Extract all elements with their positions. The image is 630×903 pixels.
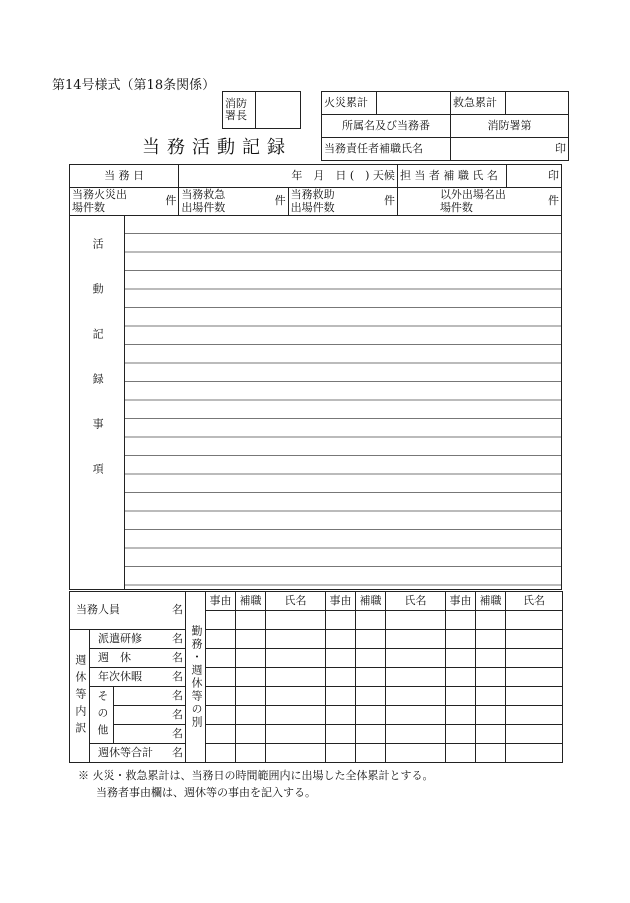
rest-total bbox=[90, 744, 186, 763]
rest-label-cell bbox=[70, 630, 90, 763]
staff-cell[interactable] bbox=[476, 668, 506, 687]
staff-cell[interactable] bbox=[206, 668, 236, 687]
rescue-total-field[interactable] bbox=[506, 92, 569, 115]
rest-item-dispatch-unit: 名 bbox=[172, 631, 184, 645]
fire-total-field[interactable] bbox=[377, 92, 451, 115]
chief-stamp-area[interactable] bbox=[256, 92, 301, 129]
staff-cell[interactable] bbox=[386, 744, 446, 763]
rest-item-weekly-unit: 名 bbox=[172, 650, 184, 664]
staff-cell[interactable] bbox=[476, 630, 506, 649]
staff-cell[interactable] bbox=[356, 630, 386, 649]
staff-cell[interactable] bbox=[476, 687, 506, 706]
staff-cell[interactable] bbox=[326, 630, 356, 649]
rest-item-annual-label: 年次休暇 bbox=[98, 669, 142, 683]
staff-cell[interactable] bbox=[506, 668, 563, 687]
staff-table bbox=[69, 591, 563, 763]
rescue-count-text: 当務救急出場件数 bbox=[181, 188, 226, 214]
staff-cell[interactable] bbox=[266, 649, 326, 668]
staff-cell[interactable] bbox=[206, 725, 236, 744]
staff-cell[interactable] bbox=[266, 668, 326, 687]
duty-staff-unit: 名 bbox=[172, 603, 184, 617]
duty-date-field[interactable]: 年 月 日 ( ) 天候 bbox=[179, 165, 398, 188]
main-table bbox=[69, 164, 562, 590]
staff-cell[interactable] bbox=[326, 725, 356, 744]
staff-cell[interactable] bbox=[446, 725, 476, 744]
staff-cell[interactable] bbox=[476, 649, 506, 668]
staff-cell[interactable] bbox=[236, 687, 266, 706]
activity-lines bbox=[125, 216, 561, 589]
attendance-label-cell bbox=[186, 592, 206, 763]
main-title: 当務活動記録 bbox=[142, 137, 292, 158]
staff-cell[interactable] bbox=[206, 611, 236, 630]
staff-cell[interactable] bbox=[446, 668, 476, 687]
header-reason-2: 事由 bbox=[326, 592, 356, 611]
staff-cell[interactable] bbox=[446, 630, 476, 649]
rest-item-weekly-label: 週 休 bbox=[98, 650, 131, 664]
other-count-label bbox=[397, 188, 561, 216]
aid-count-text: 当務救助出場件数 bbox=[290, 188, 335, 214]
staff-cell[interactable] bbox=[506, 611, 563, 630]
staff-cell[interactable] bbox=[476, 706, 506, 725]
rest-label: 週休等内訳 bbox=[73, 653, 87, 739]
staff-cell[interactable] bbox=[206, 744, 236, 763]
header-name-3: 氏名 bbox=[506, 592, 563, 611]
header-name-2: 氏名 bbox=[386, 592, 446, 611]
form-number: 第14号様式（第18条関係） bbox=[52, 78, 216, 93]
staff-cell[interactable] bbox=[236, 706, 266, 725]
header-post-2: 補職 bbox=[356, 592, 386, 611]
staff-cell[interactable] bbox=[386, 611, 446, 630]
staff-cell[interactable] bbox=[386, 630, 446, 649]
staff-cell[interactable] bbox=[266, 725, 326, 744]
staff-cell[interactable] bbox=[326, 649, 356, 668]
duty-day-label: 当 務 日 bbox=[70, 165, 179, 188]
staff-cell[interactable] bbox=[476, 725, 506, 744]
duty-staff-text: 当務人員 bbox=[76, 603, 120, 617]
rest-item-annual bbox=[90, 668, 186, 687]
other-label: その他 bbox=[95, 689, 109, 741]
staff-cell[interactable] bbox=[356, 668, 386, 687]
fire-count-text: 当務火災出場件数 bbox=[72, 188, 127, 214]
info-block bbox=[321, 91, 569, 161]
staff-cell[interactable] bbox=[236, 611, 266, 630]
staff-cell[interactable] bbox=[446, 706, 476, 725]
other-count-text: 以外出場名出場件数 bbox=[439, 188, 506, 214]
staff-cell[interactable] bbox=[266, 744, 326, 763]
responsible-label: 当務責任者補職氏名 bbox=[322, 138, 451, 161]
staff-cell[interactable] bbox=[386, 687, 446, 706]
staff-cell[interactable] bbox=[476, 611, 506, 630]
staff-cell[interactable] bbox=[446, 611, 476, 630]
other-label-cell bbox=[90, 687, 114, 744]
rest-total-label: 週休等合計 bbox=[98, 745, 153, 759]
header-post-1: 補職 bbox=[236, 592, 266, 611]
rest-item-dispatch bbox=[90, 630, 186, 649]
fire-total-label: 火災累計 bbox=[322, 92, 377, 115]
staff-cell[interactable] bbox=[506, 725, 563, 744]
dept-value[interactable]: 消防署第 bbox=[451, 115, 569, 138]
staff-cell[interactable] bbox=[356, 706, 386, 725]
duty-staff-label bbox=[70, 592, 186, 630]
rescue-count-label bbox=[179, 188, 288, 216]
staff-cell[interactable] bbox=[356, 611, 386, 630]
other-unit-3: 名 bbox=[114, 725, 186, 744]
staff-cell[interactable] bbox=[506, 630, 563, 649]
staff-cell[interactable] bbox=[206, 649, 236, 668]
staff-cell[interactable] bbox=[206, 706, 236, 725]
header-reason-3: 事由 bbox=[446, 592, 476, 611]
staff-cell[interactable] bbox=[356, 649, 386, 668]
staff-cell[interactable] bbox=[326, 668, 356, 687]
header-reason-1: 事由 bbox=[206, 592, 236, 611]
staff-cell[interactable] bbox=[326, 706, 356, 725]
header-post-3: 補職 bbox=[476, 592, 506, 611]
officer-seal[interactable]: 印 bbox=[507, 165, 562, 188]
staff-cell[interactable] bbox=[506, 706, 563, 725]
staff-cell[interactable] bbox=[506, 744, 563, 763]
staff-cell[interactable] bbox=[386, 706, 446, 725]
dept-label: 所属名及び当務番 bbox=[322, 115, 451, 138]
staff-cell[interactable] bbox=[266, 611, 326, 630]
activity-label-cell bbox=[70, 216, 125, 590]
staff-cell[interactable] bbox=[356, 744, 386, 763]
fire-count-unit: 件 bbox=[165, 194, 177, 208]
staff-cell[interactable] bbox=[506, 649, 563, 668]
staff-cell[interactable] bbox=[266, 687, 326, 706]
staff-cell[interactable] bbox=[266, 706, 326, 725]
note-2: 当務者事由欄は、週休等の事由を記入する。 bbox=[96, 786, 316, 799]
header-name-1: 氏名 bbox=[266, 592, 326, 611]
staff-cell[interactable] bbox=[386, 649, 446, 668]
staff-cell[interactable] bbox=[236, 668, 266, 687]
staff-cell[interactable] bbox=[266, 630, 326, 649]
responsible-seal[interactable]: 印 bbox=[451, 138, 569, 161]
staff-cell[interactable] bbox=[476, 744, 506, 763]
chief-stamp-box bbox=[222, 91, 301, 129]
other-count-unit: 件 bbox=[548, 194, 559, 208]
rest-total-unit: 名 bbox=[172, 745, 184, 759]
staff-cell[interactable] bbox=[236, 649, 266, 668]
chief-label: 消防署長 bbox=[223, 92, 256, 129]
rest-item-weekly bbox=[90, 649, 186, 668]
staff-cell[interactable] bbox=[326, 687, 356, 706]
rescue-count-unit: 件 bbox=[274, 194, 286, 208]
note-1: ※ 火災・救急累計は、当務日の時間範囲内に出場した全体累計とする。 bbox=[78, 769, 434, 782]
attendance-label: 勤務・週休等の別 bbox=[190, 625, 204, 729]
aid-count-label bbox=[288, 188, 397, 216]
staff-cell[interactable] bbox=[326, 611, 356, 630]
staff-cell[interactable] bbox=[386, 725, 446, 744]
staff-cell[interactable] bbox=[206, 687, 236, 706]
staff-cell[interactable] bbox=[506, 687, 563, 706]
staff-cell[interactable] bbox=[386, 668, 446, 687]
staff-cell[interactable] bbox=[356, 687, 386, 706]
activity-label: 活動記録事項 bbox=[91, 238, 105, 508]
rest-item-dispatch-label: 派遣研修 bbox=[98, 631, 142, 645]
fire-count-label bbox=[70, 188, 179, 216]
officer-label: 担 当 者 補 職 氏 名 bbox=[397, 165, 506, 188]
rescue-total-label: 救急累計 bbox=[451, 92, 506, 115]
other-unit-2: 名 bbox=[114, 706, 186, 725]
staff-cell[interactable] bbox=[236, 725, 266, 744]
staff-cell[interactable] bbox=[446, 687, 476, 706]
rest-item-annual-unit: 名 bbox=[172, 669, 184, 683]
staff-cell[interactable] bbox=[326, 744, 356, 763]
aid-count-unit: 件 bbox=[383, 194, 395, 208]
staff-cell[interactable] bbox=[446, 744, 476, 763]
staff-cell[interactable] bbox=[356, 725, 386, 744]
activity-record-area[interactable] bbox=[124, 216, 561, 590]
staff-cell[interactable] bbox=[236, 630, 266, 649]
staff-cell[interactable] bbox=[446, 649, 476, 668]
staff-cell[interactable] bbox=[236, 744, 266, 763]
other-unit-1: 名 bbox=[114, 687, 186, 706]
staff-cell[interactable] bbox=[206, 630, 236, 649]
